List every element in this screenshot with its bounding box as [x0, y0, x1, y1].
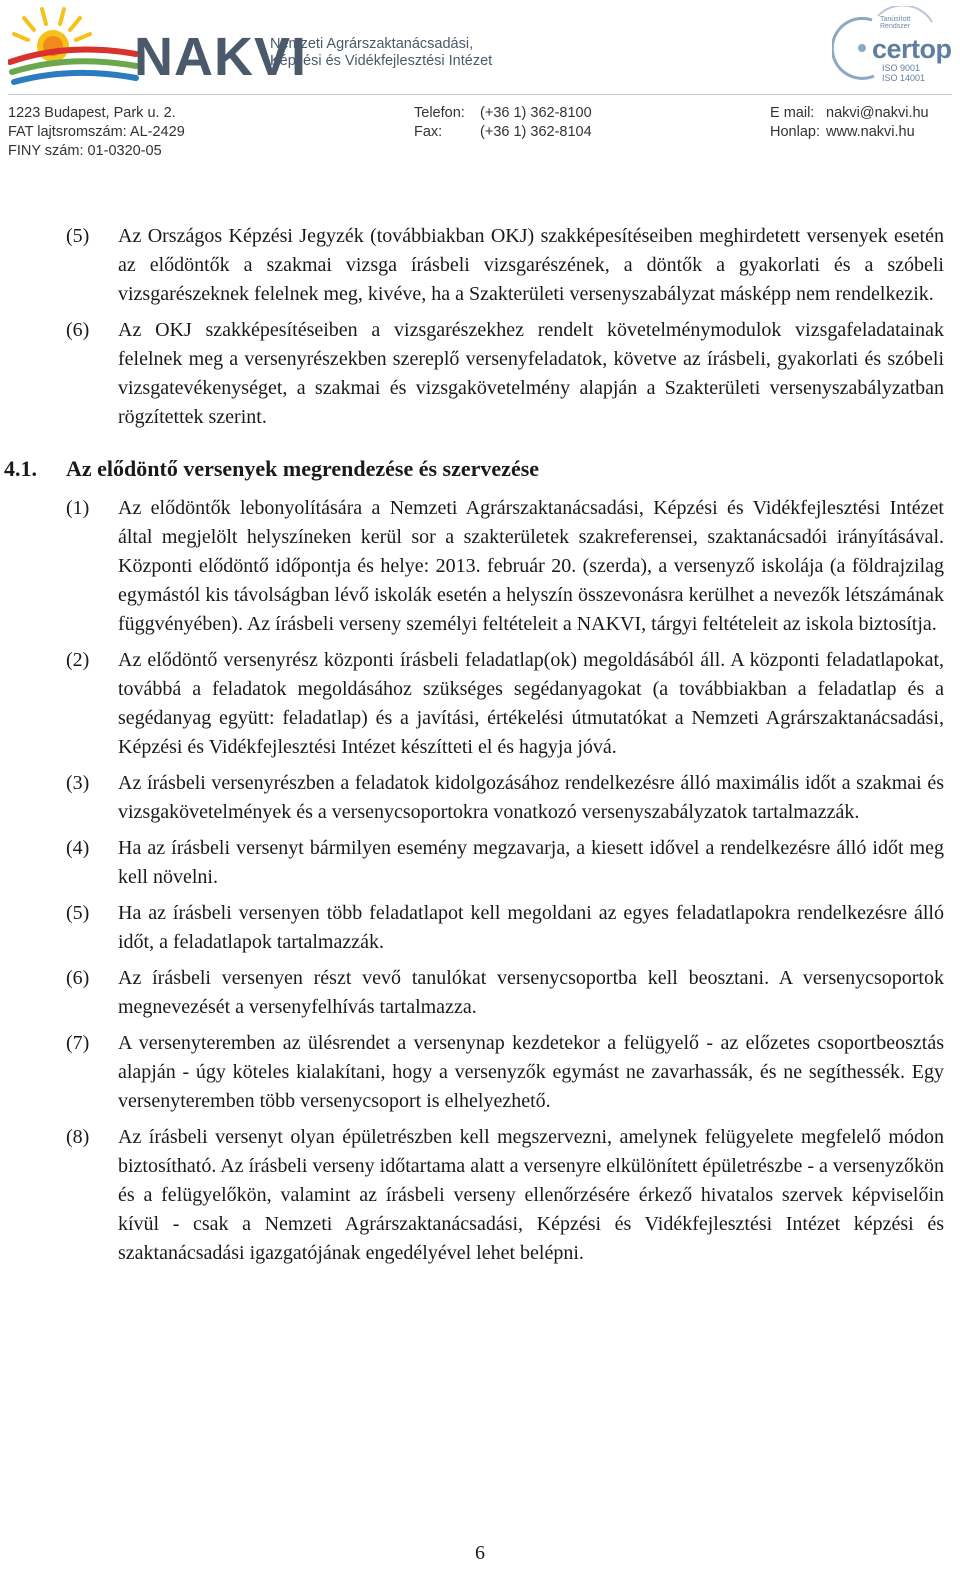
paragraph-number: (2) [66, 649, 90, 671]
intro-paragraph [66, 316, 944, 432]
fax-row [414, 123, 592, 142]
cert-small-line-1: Tanúsított [880, 16, 911, 23]
paragraph-text: Az Országos Képzési Jegyzék (továbbiakban OKJ) szakképesítéseiben meghirdetett versenyek esetén az elődöntők a szakmai vizsga írásbeli vizsgarészének, a döntők a gyakorlati és a szóbeli vizsgarészeknek felelnek meg, kivéve, ha a Szakterületi versenyszabályzat másképp nem rendelkezik. [118, 225, 944, 305]
brand-name: NAKVI [134, 27, 308, 87]
brand-subtitle-line-2: Képzési és Vidékfejlesztési Intézet [270, 53, 493, 69]
website-value[interactable]: www.nakvi.hu [826, 124, 915, 140]
section-heading [4, 454, 944, 484]
iso-14001: ISO 14001 [882, 72, 926, 83]
section-number: 4.1. [4, 456, 37, 481]
paragraph-text: A versenyteremben az ülésrendet a versenynap kezdetekor a felügyelő - az előzetes csoportbeosztás alapján - úgy köteles kialakítani, hogy a versenyzők egymást ne zavarhassák, és ne segíthessék. Egy versenyteremben több versenycsoport is elhelyezhető. [118, 1032, 944, 1112]
section-paragraph [66, 769, 944, 827]
online-block [770, 104, 929, 142]
brand-subtitle [270, 36, 492, 70]
email-label: E mail: [770, 105, 815, 121]
finy-number: FINY szám: 01-0320-05 [8, 143, 162, 159]
paragraph-text: Az írásbeli versenyt olyan épületrészben kell megszervezni, amelynek felügyelete megfelelő módon biztosítható. Az írásbeli verseny időtartama alatt a versenyre elkülönített épületrészbe - a versenyzőkön és a felügyelőkön, valamint az írásbeli verseny ellenőrzésére érkező hivatalos szervek képviselőin kívül - csak a Nemzeti Agrárszaktanácsadási, Képzési és Vidékfejlesztési Intézet képzési és szaktanácsadási igazgatójának engedélyével lehet belépni. [118, 1126, 944, 1264]
section-paragraph [66, 899, 944, 957]
document-body [4, 222, 944, 1275]
paragraph-number: (3) [66, 772, 90, 794]
paragraph-number: (7) [66, 1032, 90, 1054]
section-paragraph [66, 1029, 944, 1116]
fax-label: Fax: [414, 124, 443, 140]
phone-value: (+36 1) 362-8100 [480, 105, 592, 121]
paragraph-number: (6) [66, 319, 90, 341]
header-divider [8, 94, 952, 95]
section-paragraph [66, 834, 944, 892]
cert-small-text [880, 16, 910, 30]
paragraph-number: (8) [66, 1126, 90, 1148]
paragraph-number: (5) [66, 225, 90, 247]
paragraph-number: (6) [66, 967, 90, 989]
section-title: Az elődöntő versenyek megrendezése és szervezése [66, 456, 540, 481]
section-paragraph [66, 964, 944, 1022]
cert-small-line-2: Rendszer [880, 23, 910, 30]
email-row [770, 104, 929, 123]
iso-9001: ISO 9001 [882, 63, 921, 73]
paragraph-text: Az írásbeli versenyrészben a feladatok kidolgozásához rendelkezésre álló maximális időt a szakmai és vizsgakövetelmények és a versenycsoportokra vonatkozó versenyszabályzatok tartalmazzák. [118, 772, 944, 823]
paragraph-text: Az elődöntő versenyrész központi írásbeli feladatlap(ok) megoldásából áll. A központi feladatlapokat, továbbá a feladatok megoldásához szükséges segédanyagokat (a továbbiakban a feladatlap és a segédanyag együtt: feladatlap) és a javítási, értékelési útmutatókat a Nemzeti Agrárszaktanácsadási, Képzési és Vidékfejlesztési Intézet készítteti el és hagyja jóvá. [118, 649, 944, 758]
letterhead [0, 0, 960, 170]
certop-wordmark: certop [872, 34, 952, 64]
paragraph-number: (5) [66, 902, 90, 924]
section-paragraph [66, 494, 944, 639]
paragraph-text: Az elődöntők lebonyolítására a Nemzeti Agrárszaktanácsadási, Képzési és Vidékfejlesztési Intézet által megjelölt helyszíneken kerül sor a szakterületek szakreferensei, szaktanácsadói irányításával. Központi elődöntő időpontja és helye: 2013. február 20. (szerda), a versenyző iskolája (a földrajzilag egymástól kis távolságban lévő iskolák esetén a helyszín összevonásra kerülhet a nevezők létszámának függvényében). Az írásbeli verseny személyi feltételeit a NAKVI, tárgyi feltételeit az iskola biztosítja. [118, 497, 944, 635]
page-number: 6 [475, 1542, 485, 1564]
paragraph-text: Az írásbeli versenyen részt vevő tanulókat versenycsoportba kell beosztani. A versenycsoportok megnevezését a versenyfelhívás tartalmazza. [118, 967, 944, 1018]
intro-paragraph [66, 222, 944, 309]
section-paragraph [66, 646, 944, 762]
phone-row [414, 104, 592, 123]
paragraph-text: Az OKJ szakképesítéseiben a vizsgarészekhez rendelt követelménymodulok vizsgafeladatainak felelnek meg a versenyrészekben szereplő versenyfeladatok, követve az írásbeli, gyakorlati és szóbeli vizsgatevékenységet, a szakmai és vizsgakövetelmény alapján a Szakterületi versenyszabályzatban rögzítettek szerint. [118, 319, 944, 428]
iso-standards [882, 64, 925, 83]
brand-subtitle-line-1: Nemzeti Agrárszaktanácsadási, [270, 36, 474, 52]
address-block [8, 104, 185, 161]
website-row [770, 123, 929, 142]
paragraph-number: (4) [66, 837, 90, 859]
email-value[interactable]: nakvi@nakvi.hu [826, 105, 929, 121]
certop-badge [832, 6, 956, 88]
phone-block [414, 104, 592, 142]
section-paragraph [66, 1123, 944, 1268]
paragraph-text: Ha az írásbeli versenyt bármilyen esemény megzavarja, a kiesett idővel a rendelkezésre álló időt meg kell növelni. [118, 837, 944, 888]
website-label: Honlap: [770, 124, 820, 140]
fat-number: FAT lajtsromszám: AL-2429 [8, 124, 185, 140]
phone-label: Telefon: [414, 105, 465, 121]
paragraph-number: (1) [66, 497, 90, 519]
paragraph-text: Ha az írásbeli versenyen több feladatlapot kell megoldani az egyes feladatlapokra rendelkezésre álló időt, a feladatlapok tartalmazzák. [118, 902, 944, 953]
address: 1223 Budapest, Park u. 2. [8, 105, 176, 121]
fax-value: (+36 1) 362-8104 [480, 124, 592, 140]
